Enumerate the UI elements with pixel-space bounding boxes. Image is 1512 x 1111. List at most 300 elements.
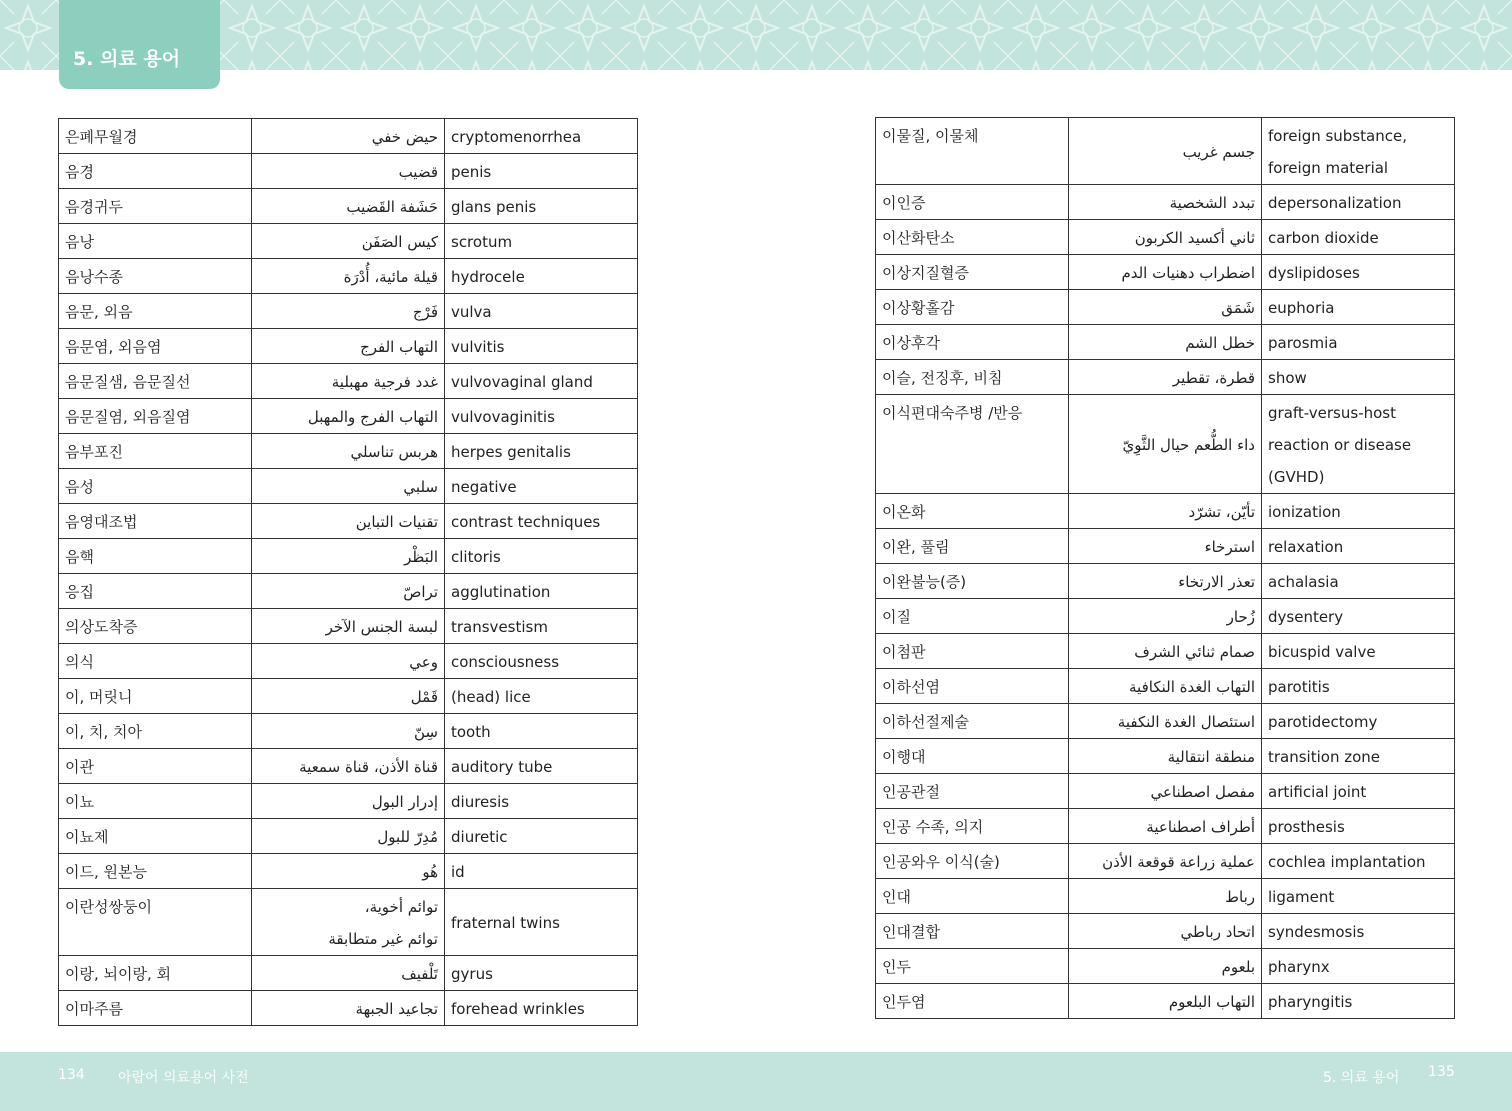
arabic-term: التهاب الفرج: [360, 338, 438, 356]
arabic-term: فَرْج: [412, 303, 438, 321]
arabic-term-cell: [1069, 879, 1262, 914]
english-term-cell: [1262, 494, 1455, 529]
table-row: [876, 949, 1455, 984]
table-row: [876, 634, 1455, 669]
arabic-term: التهاب الفرج والمهبل: [307, 408, 438, 426]
english-term: hydrocele: [451, 268, 525, 286]
english-term: cochlea implantation: [1268, 853, 1426, 871]
korean-term-cell: [876, 634, 1069, 669]
english-term: vulvovaginal gland: [451, 373, 593, 391]
table-row: [59, 329, 638, 364]
arabic-term-cell: [1069, 290, 1262, 325]
english-term: parosmia: [1268, 334, 1338, 352]
korean-term-cell: [59, 854, 252, 889]
right-term-table: [875, 117, 1455, 1019]
korean-term: 이상지질혈증: [882, 264, 969, 282]
english-term-cell: [1262, 529, 1455, 564]
arabic-term-cell: [252, 539, 445, 574]
english-term: prosthesis: [1268, 818, 1345, 836]
table-row: [59, 434, 638, 469]
chapter-tab: [59, 0, 220, 89]
korean-term-cell: [59, 574, 252, 609]
korean-term: 인공와우 이식(술): [882, 853, 1000, 871]
table-row: [876, 599, 1455, 634]
arabic-term: تراصّ: [403, 583, 438, 601]
english-term: diuresis: [451, 793, 510, 811]
english-term-cell: [1262, 185, 1455, 220]
table-row: [876, 704, 1455, 739]
english-term-cell: [1262, 360, 1455, 395]
table-row: [59, 574, 638, 609]
korean-term: 이상후각: [882, 334, 940, 352]
table-row: [876, 564, 1455, 599]
right-page-number: 135: [1428, 1064, 1455, 1080]
english-term: (head) lice: [451, 688, 531, 706]
table-row: [876, 290, 1455, 325]
english-term: herpes genitalis: [451, 443, 571, 461]
english-term-cell: [445, 679, 638, 714]
korean-term: 음문질염, 외음질염: [65, 408, 191, 426]
english-term-cell: [1262, 949, 1455, 984]
korean-term-cell: [876, 118, 1069, 185]
arabic-term-cell: [252, 819, 445, 854]
table-row: [876, 325, 1455, 360]
korean-term: 음문염, 외음염: [65, 338, 162, 356]
korean-term: 이, 치, 치아: [65, 723, 143, 741]
english-term: ionization: [1268, 503, 1341, 521]
table-row: [59, 154, 638, 189]
english-term-cell: [445, 819, 638, 854]
english-term: tooth: [451, 723, 491, 741]
korean-term-cell: [59, 539, 252, 574]
arabic-term-cell: [1069, 395, 1262, 494]
table-row: [876, 255, 1455, 290]
right-chapter-label: 5. 의료 용어: [1323, 1070, 1400, 1086]
english-term: contrast techniques: [451, 513, 601, 531]
english-term-cell: [445, 854, 638, 889]
korean-term-cell: [876, 325, 1069, 360]
korean-term-cell: [59, 679, 252, 714]
korean-term-cell: [876, 704, 1069, 739]
english-term: vulvovaginitis: [451, 408, 555, 426]
english-term: pharyngitis: [1268, 993, 1353, 1011]
arabic-term-cell: [252, 644, 445, 679]
arabic-term: توائم غير متطابقة: [328, 930, 438, 948]
english-term: carbon dioxide: [1268, 229, 1379, 247]
arabic-term: قضيب: [398, 163, 438, 181]
arabic-term: زُحار: [1226, 608, 1255, 626]
arabic-term: سلبي: [403, 478, 438, 496]
arabic-term-cell: [1069, 185, 1262, 220]
korean-term-cell: [59, 224, 252, 259]
english-term-cell: [1262, 634, 1455, 669]
arabic-term-cell: [252, 189, 445, 224]
table-row: [59, 224, 638, 259]
korean-term-cell: [59, 469, 252, 504]
korean-term: 이온화: [882, 503, 926, 521]
english-term: transvestism: [451, 618, 548, 636]
arabic-term-cell: [1069, 669, 1262, 704]
left-table-body: [59, 119, 638, 1026]
arabic-term-cell: [252, 259, 445, 294]
english-term-cell: [445, 644, 638, 679]
korean-term: 의식: [65, 653, 94, 671]
arabic-term: مُدِرّ للبول: [377, 828, 438, 846]
korean-term-cell: [59, 119, 252, 154]
table-row: [876, 395, 1455, 494]
english-term-cell: [445, 714, 638, 749]
table-row: [59, 364, 638, 399]
arabic-term: تعذر الارتخاء: [1178, 573, 1255, 591]
table-row: [59, 399, 638, 434]
korean-term-cell: [876, 984, 1069, 1019]
arabic-term-cell: [252, 119, 445, 154]
table-row: [876, 494, 1455, 529]
korean-term: 음문질샘, 음문질선: [65, 373, 191, 391]
english-term: reaction or disease: [1268, 436, 1412, 454]
english-term-cell: [1262, 599, 1455, 634]
arabic-term: التهاب الغدة النكافية: [1129, 678, 1255, 696]
english-term-cell: [445, 991, 638, 1026]
right-table-body: [876, 118, 1455, 1019]
arabic-term-cell: [252, 749, 445, 784]
english-term: gyrus: [451, 965, 493, 983]
korean-term: 이, 머릿니: [65, 688, 133, 706]
arabic-term: تجاعيد الجبهة: [355, 1000, 438, 1018]
table-row: [59, 259, 638, 294]
arabic-term-cell: [252, 679, 445, 714]
korean-term-cell: [59, 991, 252, 1026]
arabic-term: لبسة الجنس الآخر: [325, 618, 438, 636]
korean-term: 음영대조법: [65, 513, 138, 531]
korean-term-cell: [59, 259, 252, 294]
chapter-title: 5. 의료 용어: [73, 48, 181, 70]
korean-term: 이란성쌍둥이: [65, 898, 152, 916]
table-row: [59, 956, 638, 991]
korean-term: 이물질, 이물체: [882, 127, 979, 145]
korean-term: 은폐무월경: [65, 128, 138, 146]
english-term-cell: [1262, 844, 1455, 879]
english-term: scrotum: [451, 233, 513, 251]
korean-term: 이관: [65, 758, 94, 776]
english-term: graft-versus-host: [1268, 404, 1396, 422]
korean-term-cell: [876, 564, 1069, 599]
korean-term-cell: [876, 220, 1069, 255]
arabic-term-cell: [1069, 739, 1262, 774]
english-term-cell: [445, 329, 638, 364]
korean-term: 이드, 원본능: [65, 863, 147, 881]
table-row: [59, 644, 638, 679]
table-row: [876, 185, 1455, 220]
table-row: [59, 679, 638, 714]
left-page-number: 134: [58, 1067, 85, 1083]
korean-term-cell: [876, 494, 1069, 529]
arabic-term-cell: [252, 434, 445, 469]
arabic-term-cell: [1069, 949, 1262, 984]
english-term-cell: [1262, 118, 1455, 185]
korean-term: 인공관절: [882, 783, 940, 801]
english-term-cell: [445, 469, 638, 504]
korean-term: 이하선절제술: [882, 713, 969, 731]
english-term: syndesmosis: [1268, 923, 1365, 941]
arabic-term-cell: [252, 469, 445, 504]
english-term: id: [451, 863, 465, 881]
korean-term: 이질: [882, 608, 911, 626]
korean-term: 이인증: [882, 194, 926, 212]
table-row: [59, 469, 638, 504]
arabic-term: شَمَق: [1221, 299, 1255, 317]
arabic-term-cell: [252, 574, 445, 609]
arabic-term-cell: [252, 956, 445, 991]
korean-term-cell: [59, 956, 252, 991]
arabic-term: خطل الشم: [1185, 334, 1255, 352]
korean-term-cell: [876, 185, 1069, 220]
english-term: foreign material: [1268, 159, 1389, 177]
arabic-term: تبدد الشخصية: [1169, 194, 1255, 212]
arabic-term-cell: [252, 889, 445, 956]
english-term: vulvitis: [451, 338, 505, 356]
english-term: dyslipidoses: [1268, 264, 1360, 282]
korean-term-cell: [876, 739, 1069, 774]
english-term-cell: [1262, 220, 1455, 255]
korean-term-cell: [876, 529, 1069, 564]
korean-term: 이상황홀감: [882, 299, 955, 317]
arabic-term: وعي: [409, 653, 438, 671]
korean-term-cell: [59, 504, 252, 539]
arabic-term-cell: [1069, 494, 1262, 529]
korean-term: 음성: [65, 478, 94, 496]
header-pattern-band: [0, 0, 1512, 70]
korean-term-cell: [59, 714, 252, 749]
english-term-cell: [1262, 564, 1455, 599]
book-title: 아랍어 의료용어 사전: [118, 1070, 249, 1086]
english-term-cell: [1262, 739, 1455, 774]
english-term-cell: [445, 574, 638, 609]
arabic-term: مفصل اصطناعي: [1150, 783, 1255, 801]
arabic-term: هُو: [422, 863, 438, 881]
table-row: [876, 809, 1455, 844]
english-term-cell: [1262, 325, 1455, 360]
english-term-cell: [445, 154, 638, 189]
english-term: euphoria: [1268, 299, 1335, 317]
korean-term: 이뇨: [65, 793, 94, 811]
arabic-term-cell: [1069, 220, 1262, 255]
korean-term-cell: [876, 809, 1069, 844]
english-term-cell: [1262, 255, 1455, 290]
table-row: [59, 294, 638, 329]
arabic-term-cell: [252, 329, 445, 364]
english-term: depersonalization: [1268, 194, 1402, 212]
table-row: [876, 914, 1455, 949]
table-row: [876, 739, 1455, 774]
korean-term-cell: [59, 819, 252, 854]
korean-term: 이하선염: [882, 678, 940, 696]
korean-term: 음경: [65, 163, 94, 181]
english-term: transition zone: [1268, 748, 1381, 766]
english-term: agglutination: [451, 583, 551, 601]
english-term: artificial joint: [1268, 783, 1367, 801]
arabic-term: أطراف اصطناعية: [1146, 818, 1255, 836]
arabic-term-cell: [252, 224, 445, 259]
korean-term: 이완, 풀림: [882, 538, 950, 556]
table-row: [59, 854, 638, 889]
table-row: [59, 189, 638, 224]
arabic-term: تقنيات التباين: [355, 513, 438, 531]
english-term-cell: [445, 434, 638, 469]
english-term-cell: [445, 364, 638, 399]
geometric-star-pattern: [0, 0, 1512, 70]
korean-term: 음부포진: [65, 443, 123, 461]
arabic-term: قَمْل: [410, 688, 438, 706]
english-term-cell: [445, 189, 638, 224]
korean-term-cell: [876, 599, 1069, 634]
table-row: [59, 991, 638, 1026]
arabic-term-cell: [1069, 564, 1262, 599]
english-term-cell: [1262, 290, 1455, 325]
arabic-term: قطرة، تقطير: [1172, 369, 1255, 387]
footer-band: [0, 1052, 1512, 1111]
table-row: [59, 504, 638, 539]
korean-term: 인대: [882, 888, 911, 906]
arabic-term: قناة الأذن، قناة سمعية: [299, 758, 438, 776]
english-term: fraternal twins: [451, 914, 560, 932]
english-term-cell: [445, 956, 638, 991]
arabic-term-cell: [252, 294, 445, 329]
korean-term-cell: [876, 879, 1069, 914]
arabic-term: ثاني أكسيد الكربون: [1134, 229, 1255, 247]
arabic-term-cell: [1069, 844, 1262, 879]
korean-term-cell: [59, 644, 252, 679]
arabic-term-cell: [252, 609, 445, 644]
arabic-term: التهاب البلعوم: [1168, 993, 1255, 1011]
english-term: relaxation: [1268, 538, 1344, 556]
korean-term: 이식편대숙주병 /반응: [882, 404, 1023, 422]
korean-term-cell: [59, 154, 252, 189]
english-term: parotitis: [1268, 678, 1330, 696]
table-row: [59, 539, 638, 574]
table-row: [876, 118, 1455, 185]
korean-term-cell: [59, 294, 252, 329]
english-term-cell: [445, 504, 638, 539]
korean-term-cell: [876, 949, 1069, 984]
korean-term: 인공 수족, 의지: [882, 818, 984, 836]
english-term: penis: [451, 163, 492, 181]
korean-term: 이뇨제: [65, 828, 109, 846]
arabic-term: منطقة انتقالية: [1167, 748, 1255, 766]
table-row: [876, 984, 1455, 1019]
english-term-cell: [445, 294, 638, 329]
arabic-term: كيس الصَفَن: [361, 233, 438, 251]
table-row: [59, 784, 638, 819]
english-term-cell: [1262, 879, 1455, 914]
arabic-term-cell: [1069, 599, 1262, 634]
english-term-cell: [1262, 809, 1455, 844]
korean-term: 이완불능(증): [882, 573, 967, 591]
english-term: (GVHD): [1268, 468, 1325, 486]
arabic-term: جسم غريب: [1182, 143, 1255, 161]
korean-term: 음문, 외음: [65, 303, 133, 321]
arabic-term: البَظْر: [404, 548, 438, 566]
korean-term-cell: [59, 784, 252, 819]
english-term: ligament: [1268, 888, 1335, 906]
korean-term: 인두: [882, 958, 911, 976]
arabic-term-cell: [252, 504, 445, 539]
arabic-term-cell: [1069, 704, 1262, 739]
table-row: [876, 844, 1455, 879]
arabic-term: عملية زراعة قوقعة الأذن: [1102, 853, 1255, 871]
english-term-cell: [445, 539, 638, 574]
korean-term-cell: [876, 774, 1069, 809]
english-term-cell: [445, 749, 638, 784]
english-term: parotidectomy: [1268, 713, 1378, 731]
english-term-cell: [445, 609, 638, 644]
arabic-term: بلعوم: [1221, 958, 1255, 976]
table-row: [59, 609, 638, 644]
english-term: forehead wrinkles: [451, 1000, 585, 1018]
korean-term: 이행대: [882, 748, 926, 766]
table-row: [59, 889, 638, 956]
english-term: pharynx: [1268, 958, 1330, 976]
arabic-term: تَلْفيف: [401, 965, 438, 983]
table-row: [876, 774, 1455, 809]
arabic-term: قيلة مائية، أُدْرَة: [343, 268, 438, 286]
arabic-term: اتحاد رباطي: [1180, 923, 1255, 941]
english-term: glans penis: [451, 198, 537, 216]
table-row: [876, 879, 1455, 914]
korean-term: 음낭수종: [65, 268, 123, 286]
korean-term: 인두염: [882, 993, 926, 1011]
arabic-term: إدرار البول: [371, 793, 438, 811]
arabic-term-cell: [1069, 809, 1262, 844]
arabic-term-cell: [1069, 914, 1262, 949]
arabic-term: اضطراب دهنيات الدم: [1121, 264, 1255, 282]
table-row: [59, 749, 638, 784]
arabic-term: داء الطُّعم حيال الثَّوِيّ: [1122, 436, 1255, 454]
korean-term-cell: [59, 189, 252, 224]
arabic-term-cell: [1069, 634, 1262, 669]
english-term-cell: [445, 259, 638, 294]
korean-term-cell: [59, 364, 252, 399]
english-term-cell: [1262, 914, 1455, 949]
arabic-term-cell: [1069, 360, 1262, 395]
english-term-cell: [1262, 774, 1455, 809]
arabic-term-cell: [1069, 255, 1262, 290]
korean-term: 의상도착증: [65, 618, 138, 636]
english-term: vulva: [451, 303, 492, 321]
korean-term: 음낭: [65, 233, 94, 251]
table-row: [876, 220, 1455, 255]
arabic-term-cell: [1069, 325, 1262, 360]
korean-term-cell: [876, 914, 1069, 949]
korean-term-cell: [59, 749, 252, 784]
arabic-term: استرخاء: [1204, 538, 1255, 556]
arabic-term: هربس تناسلي: [350, 443, 438, 461]
arabic-term-cell: [1069, 118, 1262, 185]
table-row: [876, 529, 1455, 564]
arabic-term: حيض خفي: [371, 128, 438, 146]
arabic-term-cell: [252, 154, 445, 189]
english-term: negative: [451, 478, 517, 496]
korean-term-cell: [59, 329, 252, 364]
arabic-term: رباط: [1225, 888, 1255, 906]
korean-term-cell: [876, 360, 1069, 395]
korean-term: 인대결합: [882, 923, 940, 941]
korean-term-cell: [59, 609, 252, 644]
arabic-term-cell: [252, 854, 445, 889]
korean-term: 이마주름: [65, 1000, 123, 1018]
arabic-term-cell: [1069, 984, 1262, 1019]
korean-term: 이랑, 뇌이랑, 회: [65, 965, 172, 983]
